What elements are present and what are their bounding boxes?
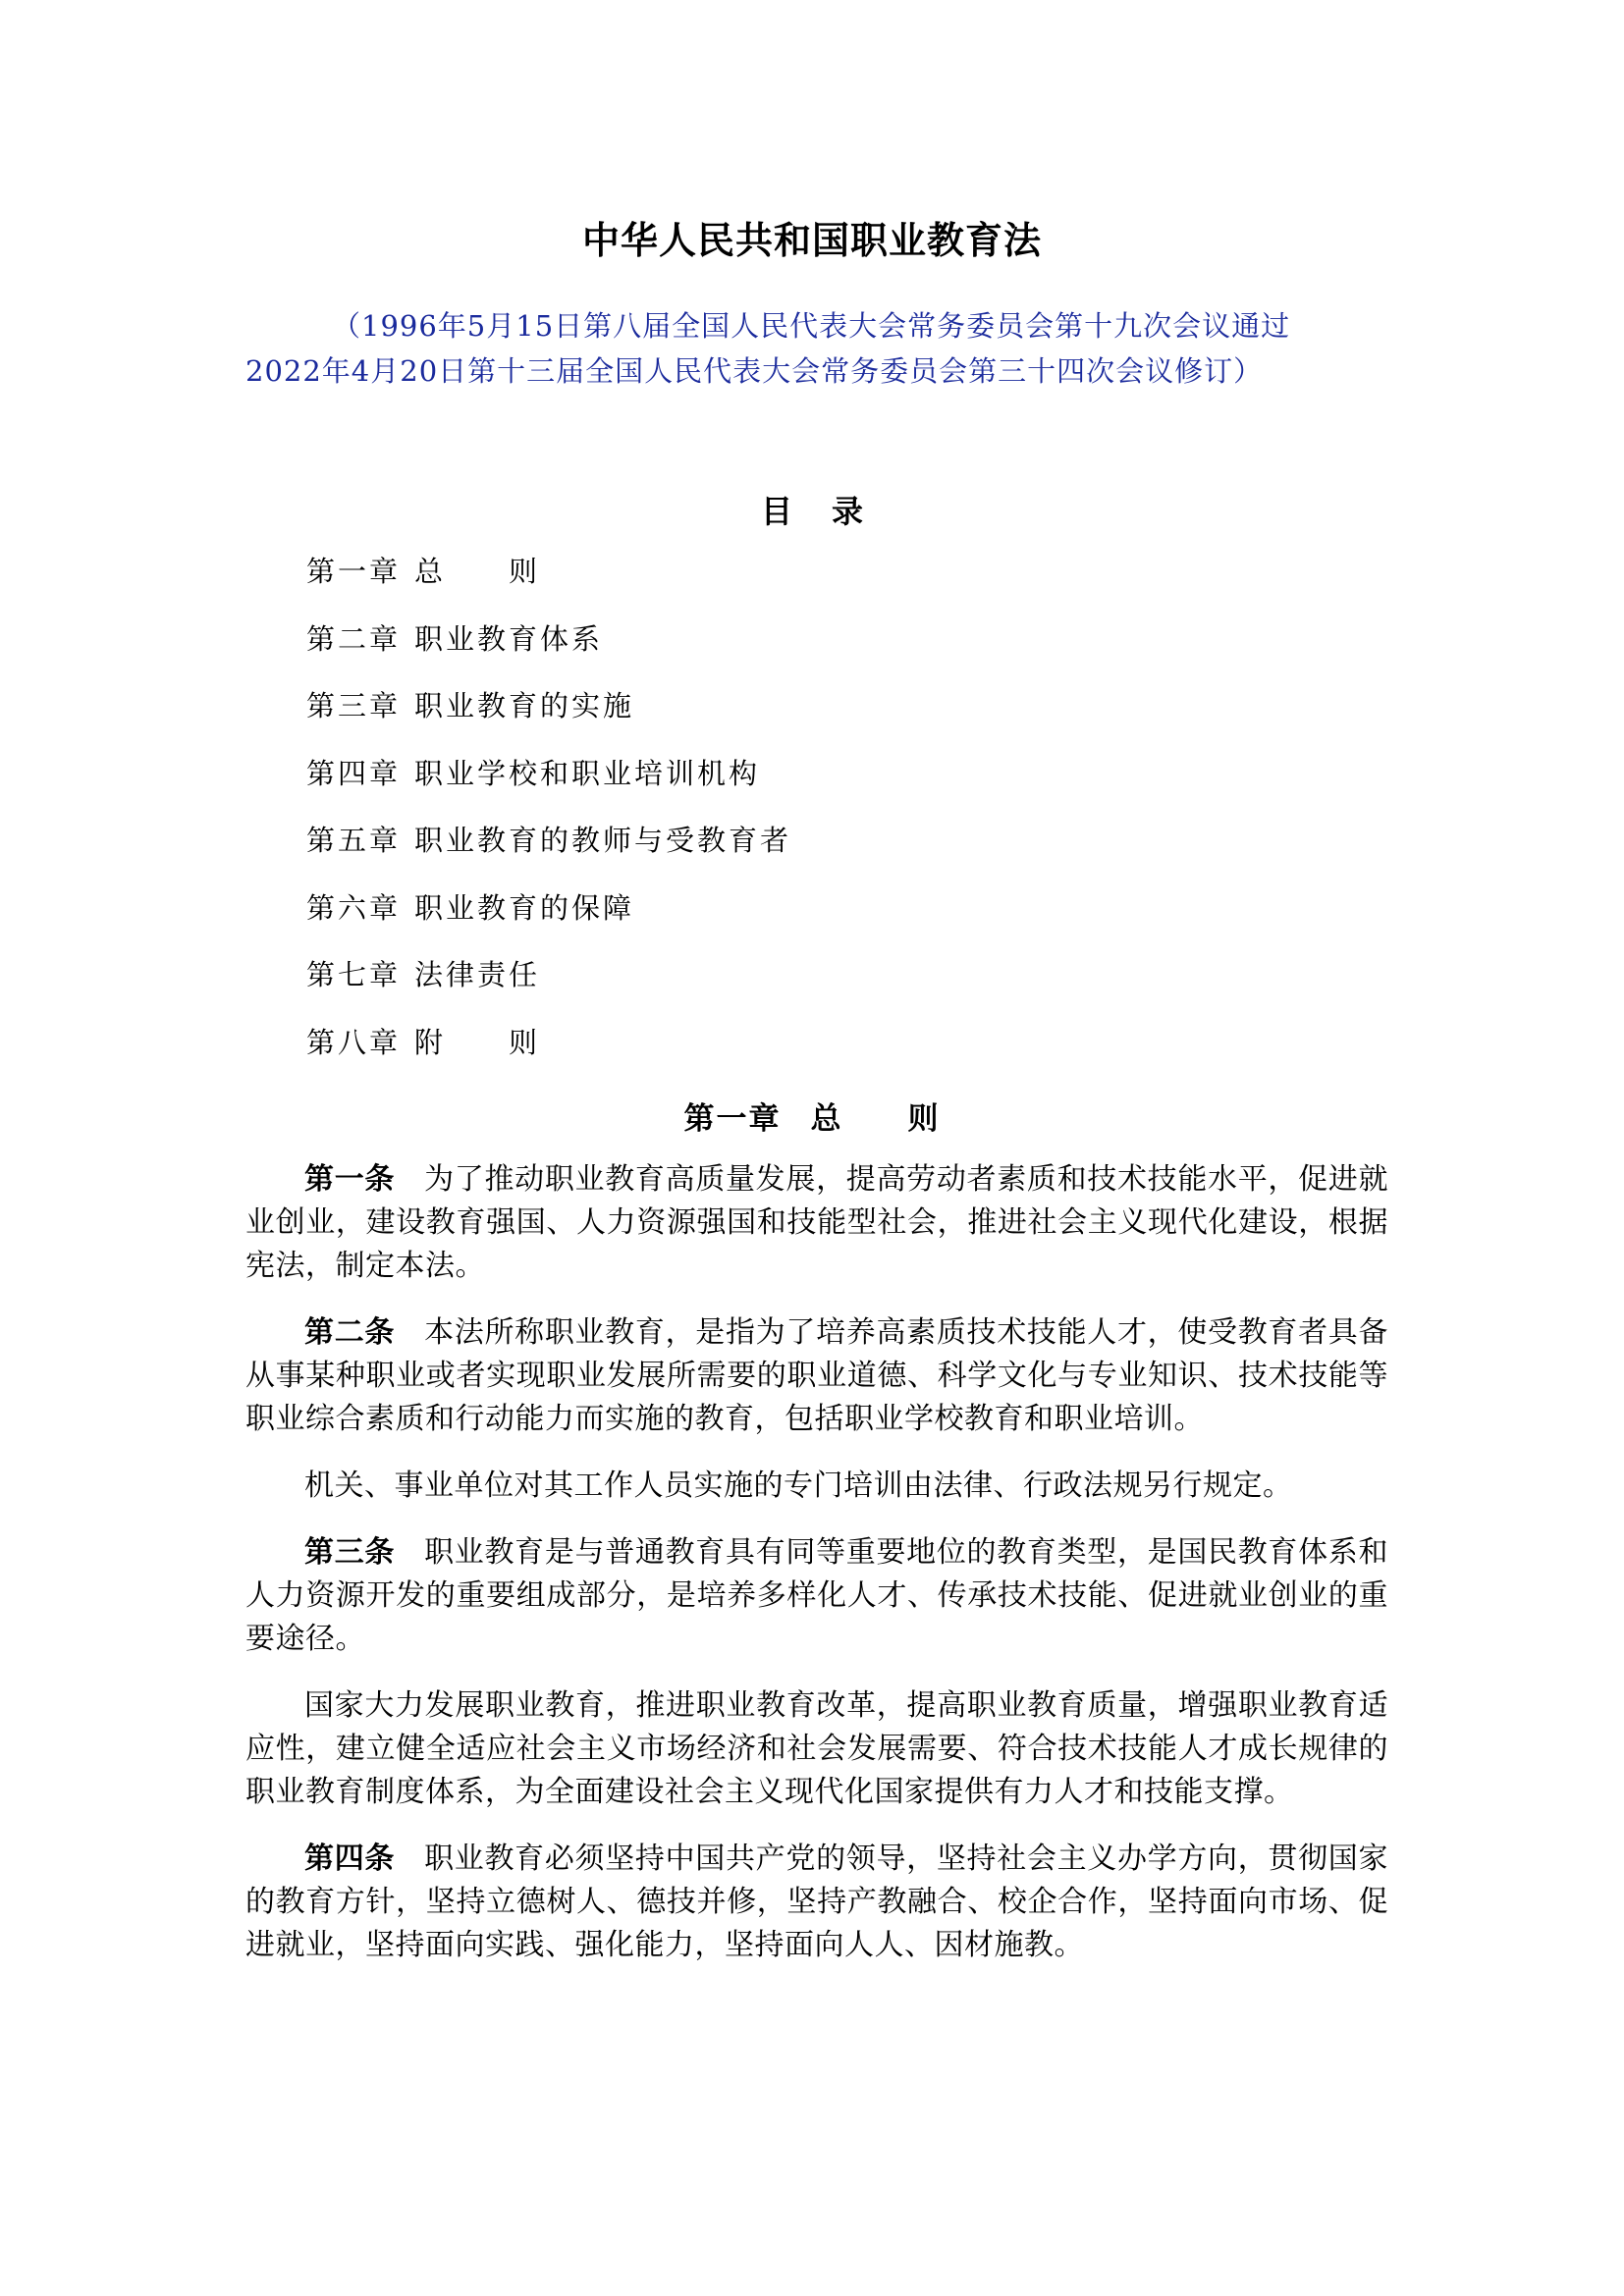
toc-item: [306, 550, 791, 617]
toc-item: [306, 1021, 791, 1089]
toc-item-label: 职业教育的实施: [414, 689, 635, 722]
toc-item: [306, 953, 791, 1021]
article-number: 第一条: [304, 1162, 396, 1197]
table-of-contents: [306, 550, 791, 1088]
document-subtitle-line1: （1996年5月15日第八届全国人民代表大会常务委员会第十九次会议通过: [332, 309, 1291, 343]
article-number: 第二条: [304, 1315, 396, 1350]
toc-item: [306, 886, 791, 954]
chapter-heading: [0, 1094, 1624, 1138]
toc-item-label: 职业教育体系: [414, 621, 604, 656]
toc-item-label: 法律责任: [414, 958, 541, 991]
toc-item-label: 总 则: [414, 555, 541, 588]
toc-item-number: 第四章: [306, 756, 402, 790]
toc-item-number: 第六章: [306, 890, 402, 925]
toc-item: [306, 819, 791, 886]
toc-heading: 目录: [760, 493, 902, 530]
article-paragraph: [245, 1158, 1388, 1288]
toc-item-label: 职业教育的保障: [414, 890, 635, 925]
article-paragraph: [245, 1311, 1388, 1441]
toc-item-number: 第三章: [306, 689, 402, 722]
article-number: 第三条: [304, 1535, 396, 1570]
paragraph-text: 机关、事业单位对其工作人员实施的专门培训由法律、行政法规另行规定。: [304, 1468, 1293, 1503]
document-title: 中华人民共和国职业教育法: [581, 219, 1042, 262]
article-paragraph: [245, 1838, 1388, 1967]
chapter-title: 总 则: [810, 1101, 941, 1137]
toc-item-label: 职业教育的教师与受教育者: [414, 824, 792, 857]
toc-item-number: 第八章: [306, 1025, 402, 1059]
article-paragraph: [245, 1531, 1388, 1661]
toc-item-label: 附 则: [414, 1025, 541, 1059]
toc-item: [306, 617, 791, 685]
toc-item-number: 第二章: [306, 621, 402, 656]
article-paragraph: [245, 1465, 1388, 1508]
toc-item: [306, 684, 791, 752]
paragraph-text: 本法所称职业教育，是指为了培养高素质技术技能人才，使受教育者具备从事某种职业或者实现职业发展所需要的职业道德、科学文化与专业知识、技术技能等职业综合素质和行动能力而实施的教育，包括职业学校教育和职业培训。: [245, 1315, 1389, 1436]
toc-item-number: 第一章: [306, 555, 402, 588]
toc-item: [306, 752, 791, 820]
toc-item-number: 第五章: [306, 824, 402, 857]
paragraph-text: 为了推动职业教育高质量发展，提高劳动者素质和技术技能水平，促进就业创业，建设教育强国、人力资源强国和技能型社会，推进社会主义现代化建设，根据宪法，制定本法。: [245, 1162, 1389, 1283]
article-paragraph: [245, 1684, 1388, 1814]
article-number: 第四条: [304, 1842, 396, 1876]
toc-item-number: 第七章: [306, 958, 402, 991]
chapter-body: [245, 1158, 1388, 1991]
document-subtitle-line2: 2022年4月20日第十三届全国人民代表大会常务委员会第三十四次会议修订）: [245, 354, 1264, 388]
chapter-number: 第一章: [683, 1101, 782, 1137]
paragraph-text: 职业教育必须坚持中国共产党的领导，坚持社会主义办学方向，贯彻国家的教育方针，坚持立德树人、德技并修，坚持产教融合、校企合作，坚持面向市场、促进就业，坚持面向实践、强化能力，坚持面向人人、因材施教。: [245, 1842, 1389, 1962]
paragraph-text: 职业教育是与普通教育具有同等重要地位的教育类型，是国民教育体系和人力资源开发的重要组成部分，是培养多样化人才、传承技术技能、促进就业创业的重要途径。: [245, 1535, 1389, 1656]
paragraph-text: 国家大力发展职业教育，推进职业教育改革，提高职业教育质量，增强职业教育适应性，建立健全适应社会主义市场经济和社会发展需要、符合技术技能人才成长规律的职业教育制度体系，为全面建设社会主义现代化国家提供有力人才和技能支撑。: [245, 1688, 1388, 1809]
toc-item-label: 职业学校和职业培训机构: [414, 756, 761, 790]
